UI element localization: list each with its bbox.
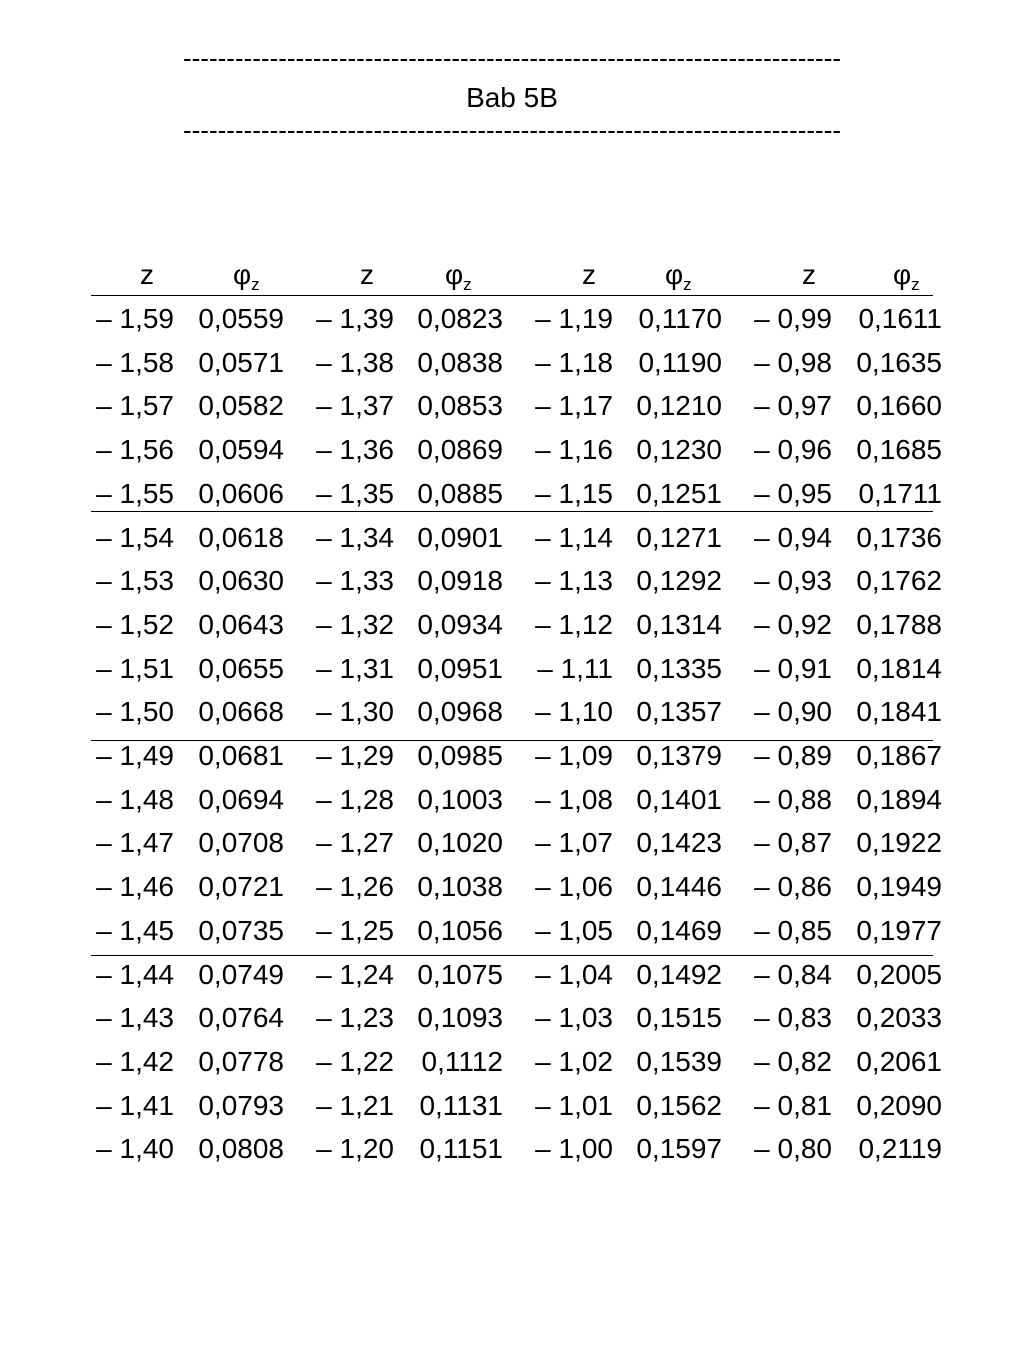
phi-value-cell: 0,0708 (198, 827, 284, 859)
z-value-cell: – 1,13 (535, 565, 613, 597)
z-value-cell: – 1,52 (96, 608, 174, 640)
z-value-cell: – 0,87 (754, 827, 832, 859)
z-value-cell: – 1,33 (316, 565, 394, 597)
phi-value-cell: 0,1611 (858, 303, 942, 334)
phi-value-cell: 0,0778 (198, 1045, 284, 1077)
phi-value-cell: 0,0885 (417, 477, 503, 509)
z-value-cell: – 1,32 (316, 608, 394, 640)
z-value-cell: – 1,02 (535, 1045, 613, 1077)
z-value-cell: – 1,30 (316, 696, 394, 728)
phi-value-cell: 0,0749 (198, 958, 284, 990)
z-value-cell: – 0,90 (754, 696, 832, 728)
table-divider (91, 511, 933, 512)
z-value-cell: – 1,56 (96, 434, 174, 466)
z-value-cell: – 1,59 (96, 303, 174, 334)
phi-value-cell: 0,0559 (198, 303, 284, 334)
z-value-cell: – 1,27 (316, 827, 394, 859)
phi-value-cell: 0,0764 (198, 1002, 284, 1034)
z-value-cell: – 1,38 (316, 346, 394, 378)
phi-value-cell: 0,1190 (638, 346, 722, 378)
z-value-cell: – 0,97 (754, 390, 832, 422)
phi-value-cell: 0,0606 (198, 477, 284, 509)
phi-value-cell: 0,2119 (858, 1133, 942, 1165)
phi-value-cell: 0,0655 (198, 652, 284, 684)
z-value-cell: – 1,11 (537, 652, 613, 684)
z-value-cell: – 1,44 (96, 958, 174, 990)
z-value-cell: – 1,03 (535, 1002, 613, 1034)
phi-value-cell: 0,1357 (636, 696, 722, 728)
header-z-label: z (582, 259, 596, 290)
z-value-cell: – 1,19 (535, 303, 613, 334)
z-value-cell: – 1,15 (535, 477, 613, 509)
phi-value-cell: 0,1131 (419, 1089, 503, 1121)
phi-value-cell: 0,1230 (636, 434, 722, 466)
phi-value-cell: 0,0968 (417, 696, 503, 728)
phi-value-cell: 0,1492 (636, 958, 722, 990)
z-value-cell: – 1,41 (96, 1089, 174, 1121)
phi-value-cell: 0,1314 (636, 608, 722, 640)
phi-value-cell: 0,1711 (858, 477, 942, 509)
phi-symbol: φ (665, 259, 684, 290)
z-value-cell: – 0,94 (754, 521, 832, 553)
z-value-cell: – 1,34 (316, 521, 394, 553)
phi-value-cell: 0,1562 (636, 1089, 722, 1121)
table-divider (91, 955, 933, 956)
z-value-cell: – 1,37 (316, 390, 394, 422)
header-phi-label (233, 259, 260, 295)
z-value-cell: – 1,43 (96, 1002, 174, 1034)
z-value-cell: – 1,21 (316, 1089, 394, 1121)
z-value-cell: – 1,24 (316, 958, 394, 990)
header-z-label: z (140, 259, 154, 290)
phi-value-cell: 0,0985 (417, 740, 503, 771)
phi-value-cell: 0,1112 (421, 1045, 503, 1077)
z-value-cell: – 1,05 (535, 914, 613, 946)
z-value-cell: – 1,20 (316, 1133, 394, 1165)
phi-value-cell: 0,0618 (198, 521, 284, 553)
z-value-cell: – 1,50 (96, 696, 174, 728)
phi-value-cell: 0,2090 (856, 1089, 942, 1121)
phi-value-cell: 0,1056 (417, 914, 503, 946)
z-value-cell: – 0,82 (754, 1045, 832, 1077)
z-value-cell: – 1,22 (316, 1045, 394, 1077)
z-value-cell: – 1,45 (96, 914, 174, 946)
phi-value-cell: 0,0901 (417, 521, 503, 553)
z-value-cell: – 1,10 (535, 696, 613, 728)
z-value-cell: – 0,86 (754, 871, 832, 903)
phi-subscript: z (251, 275, 260, 294)
z-value-cell: – 0,99 (754, 303, 832, 334)
z-value-cell: – 1,18 (535, 346, 613, 378)
phi-value-cell: 0,0594 (198, 434, 284, 466)
z-value-cell: – 0,89 (754, 740, 832, 771)
phi-value-cell: 0,1894 (856, 783, 942, 815)
phi-value-cell: 0,1038 (417, 871, 503, 903)
phi-value-cell: 0,1515 (636, 1002, 722, 1034)
phi-value-cell: 0,1335 (636, 652, 722, 684)
header-phi-label (445, 259, 472, 295)
z-value-cell: – 1,14 (535, 521, 613, 553)
phi-value-cell: 0,0853 (417, 390, 503, 422)
phi-value-cell: 0,1814 (856, 652, 942, 684)
z-value-cell: – 1,26 (316, 871, 394, 903)
z-value-cell: – 1,36 (316, 434, 394, 466)
phi-value-cell: 0,2061 (856, 1045, 942, 1077)
phi-value-cell: 0,1788 (856, 608, 942, 640)
phi-value-cell: 0,1003 (417, 783, 503, 815)
z-value-cell: – 1,17 (535, 390, 613, 422)
z-value-cell: – 0,88 (754, 783, 832, 815)
z-value-cell: – 0,81 (754, 1089, 832, 1121)
z-value-cell: – 1,08 (535, 783, 613, 815)
page-title: Bab 5B (466, 82, 558, 113)
phi-value-cell: 0,1736 (856, 521, 942, 553)
phi-value-cell: 0,0918 (417, 565, 503, 597)
phi-value-cell: 0,1379 (636, 740, 722, 771)
z-value-cell: – 1,53 (96, 565, 174, 597)
phi-symbol: φ (445, 259, 464, 290)
z-value-cell: – 1,12 (535, 608, 613, 640)
z-value-cell: – 1,25 (316, 914, 394, 946)
phi-symbol: φ (893, 259, 912, 290)
phi-subscript: z (463, 275, 472, 294)
phi-value-cell: 0,0694 (198, 783, 284, 815)
phi-value-cell: 0,0869 (417, 434, 503, 466)
phi-value-cell: 0,1762 (856, 565, 942, 597)
z-value-cell: – 1,23 (316, 1002, 394, 1034)
phi-value-cell: 0,1949 (856, 871, 942, 903)
phi-value-cell: 0,1292 (636, 565, 722, 597)
phi-value-cell: 0,1210 (636, 390, 722, 422)
phi-value-cell: 0,0681 (198, 740, 284, 771)
phi-value-cell: 0,0951 (417, 652, 503, 684)
header-phi-label (893, 259, 920, 295)
phi-value-cell: 0,1401 (636, 783, 722, 815)
phi-value-cell: 0,1597 (636, 1133, 722, 1165)
phi-value-cell: 0,0643 (198, 608, 284, 640)
z-value-cell: – 0,84 (754, 958, 832, 990)
z-value-cell: – 1,07 (535, 827, 613, 859)
phi-value-cell: 0,1469 (636, 914, 722, 946)
phi-value-cell: 0,1977 (856, 914, 942, 946)
phi-value-cell: 0,0668 (198, 696, 284, 728)
z-value-cell: – 1,49 (96, 740, 174, 771)
phi-value-cell: 0,1635 (856, 346, 942, 378)
phi-value-cell: 0,1841 (856, 696, 942, 728)
phi-value-cell: 0,0721 (198, 871, 284, 903)
phi-value-cell: 0,1170 (638, 303, 722, 334)
phi-value-cell: 0,1020 (417, 827, 503, 859)
z-value-cell: – 0,80 (754, 1133, 832, 1165)
z-value-cell: – 0,96 (754, 434, 832, 466)
phi-symbol: φ (233, 259, 252, 290)
header-phi-label (665, 259, 692, 295)
phi-value-cell: 0,1446 (636, 871, 722, 903)
z-value-cell: – 1,48 (96, 783, 174, 815)
z-value-cell: – 0,91 (754, 652, 832, 684)
z-value-cell: – 1,06 (535, 871, 613, 903)
phi-value-cell: 0,0808 (198, 1133, 284, 1165)
phi-value-cell: 0,1922 (856, 827, 942, 859)
z-value-cell: – 0,92 (754, 608, 832, 640)
phi-value-cell: 0,1867 (856, 740, 942, 771)
phi-value-cell: 0,1151 (419, 1133, 503, 1165)
phi-value-cell: 0,1075 (417, 958, 503, 990)
bottom-dashed-rule: ---------------------------------------------------------------------------- (182, 115, 842, 145)
z-value-cell: – 1,47 (96, 827, 174, 859)
phi-value-cell: 0,0571 (198, 346, 284, 378)
z-value-cell: – 1,16 (535, 434, 613, 466)
phi-value-cell: 0,2033 (856, 1002, 942, 1034)
phi-value-cell: 0,0735 (198, 914, 284, 946)
top-dashed-rule: ---------------------------------------------------------------------------- (182, 43, 842, 73)
z-value-cell: – 1,04 (535, 958, 613, 990)
z-value-cell: – 0,95 (754, 477, 832, 509)
phi-value-cell: 0,1271 (636, 521, 722, 553)
z-value-cell: – 0,93 (754, 565, 832, 597)
phi-value-cell: 0,0838 (417, 346, 503, 378)
z-value-cell: – 1,54 (96, 521, 174, 553)
phi-value-cell: 0,1423 (636, 827, 722, 859)
header-z-label: z (802, 259, 816, 290)
phi-value-cell: 0,0582 (198, 390, 284, 422)
z-value-cell: – 1,58 (96, 346, 174, 378)
phi-value-cell: 0,0823 (417, 303, 503, 334)
z-value-cell: – 1,40 (96, 1133, 174, 1165)
z-value-cell: – 1,46 (96, 871, 174, 903)
phi-value-cell: 0,1685 (856, 434, 942, 466)
phi-value-cell: 0,0630 (198, 565, 284, 597)
phi-value-cell: 0,1093 (417, 1002, 503, 1034)
z-value-cell: – 1,28 (316, 783, 394, 815)
z-value-cell: – 1,31 (316, 652, 394, 684)
z-value-cell: – 1,29 (316, 740, 394, 771)
z-value-cell: – 1,51 (96, 652, 174, 684)
z-value-cell: – 1,57 (96, 390, 174, 422)
z-value-cell: – 1,42 (96, 1045, 174, 1077)
phi-value-cell: 0,2005 (856, 958, 942, 990)
z-value-cell: – 1,00 (535, 1133, 613, 1165)
z-value-cell: – 1,39 (316, 303, 394, 334)
phi-value-cell: 0,1660 (856, 390, 942, 422)
z-value-cell: – 1,09 (535, 740, 613, 771)
phi-value-cell: 0,1539 (636, 1045, 722, 1077)
z-value-cell: – 0,85 (754, 914, 832, 946)
z-value-cell: – 1,55 (96, 477, 174, 509)
table-divider (91, 295, 933, 296)
phi-value-cell: 0,0934 (417, 608, 503, 640)
phi-subscript: z (911, 275, 920, 294)
z-value-cell: – 1,35 (316, 477, 394, 509)
header-z-label: z (360, 259, 374, 290)
phi-value-cell: 0,0793 (198, 1089, 284, 1121)
z-value-cell: – 1,01 (535, 1089, 613, 1121)
z-value-cell: – 0,83 (754, 1002, 832, 1034)
phi-value-cell: 0,1251 (636, 477, 722, 509)
z-value-cell: – 0,98 (754, 346, 832, 378)
phi-subscript: z (683, 275, 692, 294)
